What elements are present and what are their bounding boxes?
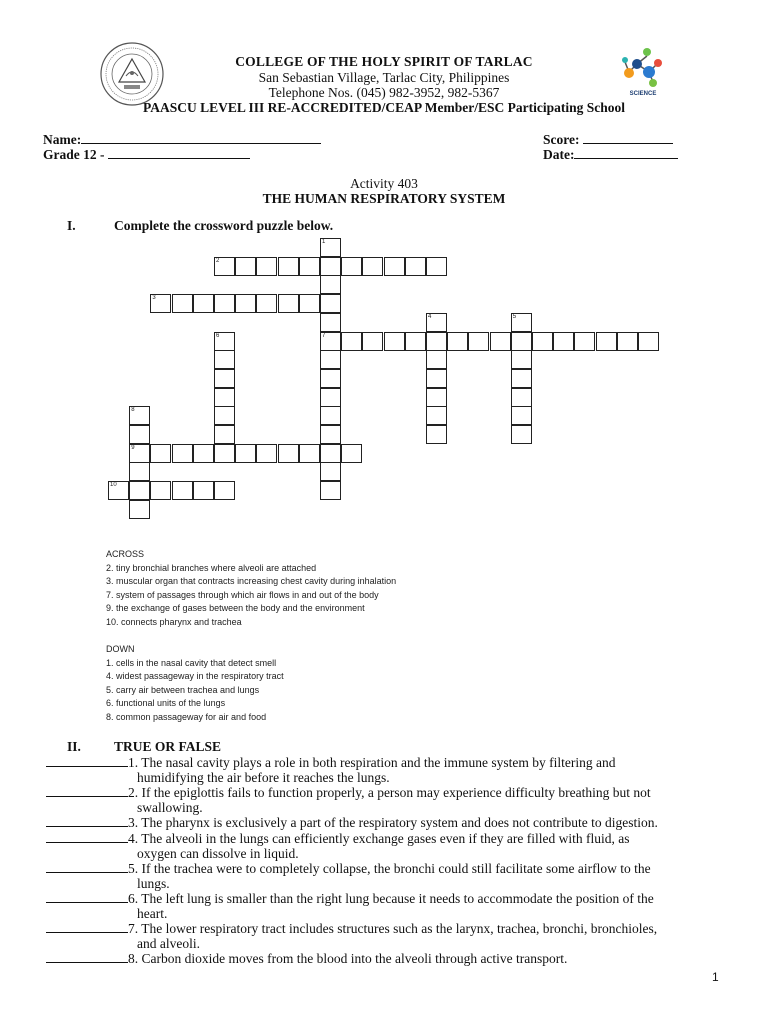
science-logo-text: SCIENCE	[629, 91, 657, 97]
crossword-cell[interactable]	[256, 294, 277, 313]
crossword-cell[interactable]	[214, 481, 235, 500]
crossword-cell[interactable]	[278, 294, 299, 313]
item-text: 8. Carbon dioxide moves from the blood into the alveoli through active transport.	[128, 951, 568, 966]
answer-blank[interactable]	[46, 815, 128, 827]
crossword-cell[interactable]	[320, 388, 341, 407]
item-text-continued: heart.	[137, 906, 168, 922]
date-blank[interactable]	[574, 146, 678, 159]
across-clue: 9. the exchange of gases between the body and the environment	[106, 603, 365, 613]
crossword-cell[interactable]	[532, 332, 553, 351]
crossword-cell[interactable]	[193, 481, 214, 500]
crossword-cell[interactable]	[405, 332, 426, 351]
crossword-cell[interactable]	[362, 257, 383, 276]
down-clue: 4. widest passageway in the respiratory tract	[106, 671, 284, 681]
date-label: Date:	[543, 147, 575, 162]
down-clue: 8. common passageway for air and food	[106, 712, 267, 722]
across-clue: 2. tiny bronchial branches where alveoli are attached	[106, 563, 317, 573]
crossword-cell[interactable]	[511, 332, 532, 351]
crossword-cell[interactable]	[108, 481, 129, 500]
crossword-cell[interactable]	[617, 332, 638, 351]
crossword-cell[interactable]	[320, 369, 341, 388]
crossword-cell[interactable]	[172, 481, 193, 500]
answer-blank[interactable]	[46, 861, 128, 873]
crossword-clue-number: 9	[131, 444, 135, 451]
item-text-continued: swallowing.	[137, 800, 203, 816]
down-clue: 6. functional units of the lungs	[106, 698, 226, 708]
crossword-clue-number: 8	[131, 407, 135, 414]
crossword-cell[interactable]	[447, 332, 468, 351]
crossword-cell[interactable]	[299, 294, 320, 313]
crossword-cell[interactable]	[235, 444, 256, 463]
crossword-cell[interactable]	[320, 350, 341, 369]
crossword-cell[interactable]	[129, 481, 150, 500]
across-clue: 3. muscular organ that contracts increasing chest cavity during inhalation	[106, 576, 397, 586]
crossword-cell[interactable]	[384, 332, 405, 351]
crossword-cell[interactable]	[129, 406, 150, 425]
across-clue: 7. system of passages through which air flows in and out of the body	[106, 590, 379, 600]
section-2-number: II.	[67, 739, 81, 754]
name-label: Name:	[43, 132, 82, 147]
crossword-cell[interactable]	[235, 294, 256, 313]
crossword-cell[interactable]	[256, 444, 277, 463]
answer-blank[interactable]	[46, 755, 128, 767]
crossword-cell[interactable]	[193, 294, 214, 313]
true-false-item	[46, 891, 736, 922]
crossword-cell[interactable]	[426, 425, 447, 444]
crossword-cell[interactable]	[256, 257, 277, 276]
name-blank[interactable]	[81, 131, 321, 144]
crossword-cell[interactable]	[490, 332, 511, 351]
grade-label: Grade 12 -	[43, 147, 105, 162]
item-text-continued: and alveoli.	[137, 936, 200, 952]
across-clue: 10. connects pharynx and trachea	[106, 617, 242, 627]
section-1-title: Complete the crossword puzzle below.	[114, 218, 334, 233]
crossword-cell[interactable]	[468, 332, 489, 351]
crossword-cell[interactable]	[320, 481, 341, 500]
true-false-item	[46, 815, 736, 830]
crossword-cell[interactable]	[320, 332, 341, 351]
score-blank[interactable]	[583, 131, 673, 144]
true-false-item	[46, 755, 736, 786]
crossword-cell[interactable]	[596, 332, 617, 351]
activity-title: THE HUMAN RESPIRATORY SYSTEM	[262, 191, 506, 206]
crossword-cell[interactable]	[405, 257, 426, 276]
true-false-item	[46, 951, 736, 966]
crossword-cell[interactable]	[426, 350, 447, 369]
item-text: 1. The nasal cavity plays a role in both respiration and the immune system by filtering and	[128, 755, 616, 770]
true-false-item	[46, 785, 736, 816]
crossword-cell[interactable]	[172, 294, 193, 313]
crossword-cell[interactable]	[299, 257, 320, 276]
crossword-clue-number: 2	[216, 257, 220, 264]
crossword-cell[interactable]	[150, 294, 171, 313]
crossword-cell[interactable]	[150, 481, 171, 500]
crossword-clue-number: 1	[322, 239, 326, 245]
crossword-cell[interactable]	[341, 444, 362, 463]
crossword-cell[interactable]	[214, 369, 235, 388]
crossword-cell[interactable]	[214, 294, 235, 313]
item-text: 4. The alveoli in the lungs can efficiently exchange gases even if they are filled with fluid, as	[128, 831, 630, 846]
crossword-cell[interactable]	[214, 406, 235, 425]
true-false-item	[46, 921, 736, 952]
crossword-cell[interactable]	[511, 406, 532, 425]
crossword-cell[interactable]	[320, 257, 341, 276]
section-1-number: I.	[67, 218, 76, 233]
crossword-cell[interactable]	[320, 425, 341, 444]
crossword-cell[interactable]	[384, 257, 405, 276]
answer-blank[interactable]	[46, 951, 128, 963]
down-heading: DOWN	[106, 644, 135, 654]
answer-blank[interactable]	[46, 891, 128, 903]
true-false-item	[46, 831, 736, 862]
crossword-clue-number: 10	[110, 482, 117, 489]
crossword-cell[interactable]	[320, 444, 341, 463]
crossword-cell[interactable]	[214, 332, 235, 351]
crossword-cell[interactable]	[278, 257, 299, 276]
crossword-cell[interactable]	[172, 444, 193, 463]
crossword-cell[interactable]	[214, 444, 235, 463]
accreditation-line: PAASCU LEVEL III RE-ACCREDITED/CEAP Member/ESC Participating School	[142, 100, 626, 115]
crossword-cell[interactable]	[129, 425, 150, 444]
score-label: Score:	[543, 132, 580, 147]
crossword-cell[interactable]	[511, 313, 532, 332]
crossword-cell[interactable]	[511, 388, 532, 407]
grade-field	[43, 146, 250, 163]
down-clue: 5. carry air between trachea and lungs	[106, 685, 260, 695]
crossword-cell[interactable]	[278, 444, 299, 463]
crossword-cell[interactable]	[150, 444, 171, 463]
crossword-cell[interactable]	[426, 257, 447, 276]
crossword-cell[interactable]	[553, 332, 574, 351]
crossword-cell[interactable]	[320, 294, 341, 313]
true-false-item	[46, 861, 736, 892]
crossword-cell[interactable]	[129, 462, 150, 481]
activity-number: Activity 403	[350, 176, 418, 191]
crossword-cell[interactable]	[341, 332, 362, 351]
crossword-clue-number: 5	[512, 313, 517, 320]
college-address: San Sebastian Village, Tarlac City, Philippines	[258, 70, 510, 85]
down-clue: 1. cells in the nasal cavity that detect smell	[106, 658, 277, 668]
crossword-cell[interactable]	[214, 388, 235, 407]
item-text: 6. The left lung is smaller than the right lung because it needs to accommodate the position of the	[128, 891, 654, 906]
college-phone: Telephone Nos. (045) 982-3952, 982-5367	[268, 85, 500, 100]
crossword-cell[interactable]	[214, 257, 235, 276]
crossword-cell[interactable]	[426, 332, 447, 351]
crossword-cell[interactable]	[426, 369, 447, 388]
crossword-cell[interactable]	[320, 313, 341, 332]
crossword-cell[interactable]	[320, 462, 341, 481]
section-2-title: TRUE OR FALSE	[114, 739, 222, 754]
crossword-cell[interactable]	[214, 425, 235, 444]
item-text-continued: lungs.	[137, 876, 170, 892]
college-name: COLLEGE OF THE HOLY SPIRIT OF TARLAC	[235, 54, 533, 69]
crossword-cell[interactable]	[320, 406, 341, 425]
crossword-clue-number: 3	[152, 295, 156, 302]
page-number: 1	[712, 970, 719, 984]
item-text: 3. The pharynx is exclusively a part of the respiratory system and does not contribute to digestion.	[128, 815, 658, 830]
crossword-cell[interactable]	[129, 500, 150, 519]
crossword-clue-number: 4	[428, 313, 432, 320]
item-text-continued: humidifying the air before it reaches the lungs.	[137, 770, 390, 786]
grade-blank[interactable]	[108, 146, 250, 159]
item-text: 7. The lower respiratory tract includes structures such as the larynx, trachea, bronchi, bronchioles,	[128, 921, 658, 936]
crossword-cell[interactable]	[511, 425, 532, 444]
answer-blank[interactable]	[46, 831, 128, 843]
crossword-cell[interactable]	[341, 257, 362, 276]
crossword-clue-number: 7	[322, 332, 326, 339]
crossword-cell[interactable]	[511, 369, 532, 388]
answer-blank[interactable]	[46, 921, 128, 933]
date-field	[543, 146, 678, 163]
crossword-cell[interactable]	[320, 275, 341, 294]
crossword-cell[interactable]	[235, 257, 256, 276]
crossword-cell[interactable]	[362, 332, 383, 351]
crossword-cell[interactable]	[299, 444, 320, 463]
item-text: 5. If the trachea were to completely collapse, the bronchi could still facilitate some airflow to the	[128, 861, 651, 876]
item-text-continued: oxygen can dissolve in liquid.	[137, 846, 299, 862]
crossword-cell[interactable]	[320, 238, 341, 257]
crossword-cell[interactable]	[214, 350, 235, 369]
crossword-cell[interactable]	[426, 313, 447, 332]
crossword-cell[interactable]	[426, 388, 447, 407]
crossword-cell[interactable]	[129, 444, 150, 463]
item-text: 2. If the epiglottis fails to function properly, a person may experience difficulty breathing but not	[128, 785, 651, 800]
across-heading: ACROSS	[106, 549, 145, 559]
crossword-cell[interactable]	[511, 350, 532, 369]
crossword-cell[interactable]	[574, 332, 595, 351]
answer-blank[interactable]	[46, 785, 128, 797]
crossword-clue-number: 6	[216, 332, 220, 339]
crossword-cell[interactable]	[638, 332, 659, 351]
crossword-cell[interactable]	[426, 406, 447, 425]
crossword-cell[interactable]	[193, 444, 214, 463]
